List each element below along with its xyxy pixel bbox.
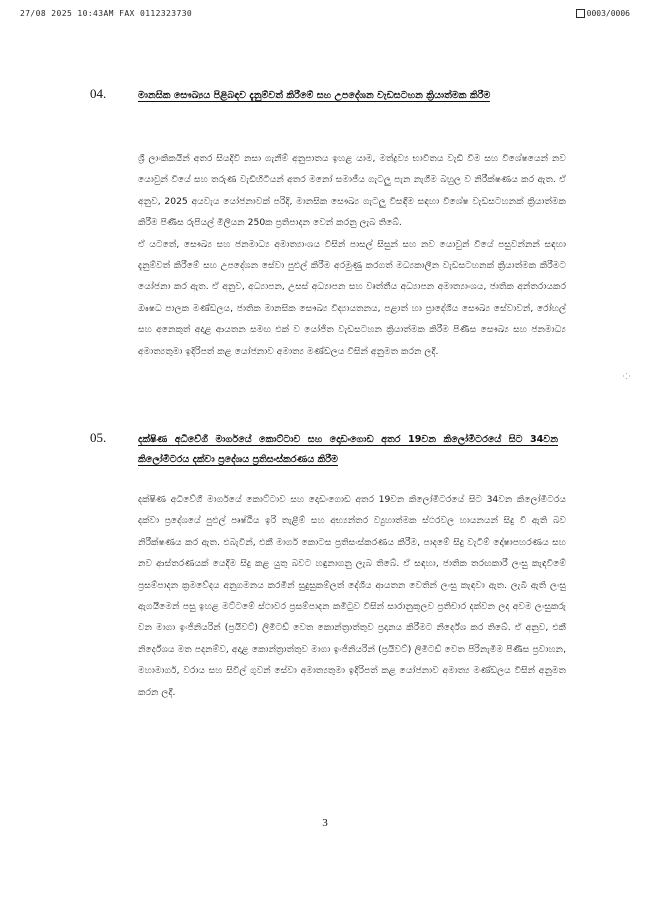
section-body [138, 489, 566, 703]
fax-page-icon [576, 9, 585, 18]
paragraph: ඒ යටතේ, සෞඛ්‍ය සහ ජනමාධ්‍ය අමාත්‍යාංශය විසින් පාසල් සිසුන් සහ නව යොවුන් වියේ පසුවන්නන් සඳහා දැනුම්වත් කිරීමේ සහ උපදේශන සේවා පුළුල් කිරීම අරමුණු කරගත් මධ්‍යකාලීන වැඩසටහනක් ක්‍රියාත්මක කිරීමට යෝජනා කර ඇත. ඒ අනුව, අධ්‍යාපන, උසස් අධ්‍යාපන සහ වෘත්තීය අධ්‍යාපන අමාත්‍යාංශය, ජාතික අන්තරායකර ඖෂධ පාලක මණ්ඩලය, ජාතික මානසික සෞඛ්‍ය විද්‍යායතනය, පළාත් හා ප්‍රාදේශීය සෞඛ්‍ය සේවාවන්, රෝහල් සහ අනෙකුත් අදාළ ආයතන සමඟ එක් ව යෝජිත වැඩසටහන ක්‍රියාත්මක කිරීම පිණිස සෞඛ්‍ය සහ ජනමාධ්‍ය අමාත්‍යතුමා ඉදිරිපත් කළ යෝජනාව අමාත්‍ය මණ්ඩලය විසින් අනුමත කරන ලදී. [138, 238, 566, 357]
section-title-text: මානසික සෞඛ්‍යය පිළිබඳව දැනුම්වත් කිරීමේ සහ උපදේශන වැඩසටහන ක්‍රියාත්මක කිරීම [138, 90, 491, 101]
fax-transmission-info: 27/08 2025 10:43AM FAX 0112323730 [20, 9, 193, 18]
paragraph: ශ්‍රී ලාංකිකයින් අතර සියදිවි නසා ගැනීම් අනුපාතය ඉහළ යාම, මත්ද්‍රව්‍ය භාවිතය වැඩි වීම සහ විශේෂයෙන් නව යොවුන් වියේ සහ තරුණ වැඩිහිටියන් අතර මනෝ සමාජීය ගැටලු පැන නැගීම බහුල ව නිරීක්ෂණය කර ඇත. ඒ අනුව, 2025 අයවැය යෝජනාවක් පරිදි, මානසික සෞඛ්‍ය ගැටලු විසඳීම සඳහා විශේෂ වැඩසටහනක් ක්‍රියාත්මක කිරීම පිණිස රුපියල් මිලියන 250ක ප්‍රතිපාදන වෙන් කරනු ලැබ තිබේ. [138, 153, 566, 229]
section-number: 05. [90, 430, 107, 445]
scan-speck-mark: · ⁚ · [622, 372, 630, 381]
section-title [138, 86, 558, 106]
section-body [138, 148, 566, 362]
section-title [138, 430, 558, 470]
fax-header [20, 9, 630, 23]
page-number: 3 [322, 817, 328, 829]
section-number: 04. [90, 86, 107, 101]
fax-page-count [576, 9, 630, 18]
paragraph: දක්ෂිණ අධිවේගී මාර්ගයේ කොට්ටාව සහ දොඩංගොඩ අතර 19වන කිලෝමීටරයේ සිට 34වන කිලෝමීටරය දක්වා ප්‍රදේශයේ පුළුල් පෘෂ්ඨීය ඉරි තැළීම් සහ අභ්‍යන්තර ව්‍යුහාත්මක ස්ථරවල හායනයන් සිදු වී ඇති බව නිරීක්ෂණය කර ඇත. එබැවින්, එකී මාර්ග කොටස ප්‍රතිසංස්කරණය කිරීම, පාදමේ සිදු වැටීම් දෝෂාපහරණය සහ නව ආස්තරණයක් යෙදීම සිදු කළ යුතු බවට හඳුනාගනු ලැබ තිබේ. ඒ සඳහා, ජාතික තරඟකාරී ලංසු කැඳවීමේ ප්‍රසම්පාදන ක්‍රමවේදය අනුගමනය කරමින් සුදුසුකම්ලත් දේශීය ආයතන වෙතින් ලංසු කැඳවා ඇත. ලැබී ඇති ලංසු ඇගයීමෙන් පසු ඉහළ මට්ටමේ ස්ථාවර ප්‍රසම්පාදන කමිටුව විසින් සාරානුකූලව ප්‍රතිචාර දක්වන ලද අවම ලංසුකරු වන මාගා ඉංජිනියරින් (ප්‍රයිවට්) ලිමිටඩ් වෙත කොන්ත්‍රාත්තුව ප්‍රදානය කිරීමට නිර්දේශ කර තිබේ. ඒ අනුව, එකී නිර්දේශය මත පදනම්ව, අදාළ කොන්ත්‍රාත්තුව මාගා ඉංජිනියරින් (ප්‍රයිවට්) ලිමිටඩ් වෙත පිරිනැමීම පිණිස ප්‍රවාහන, මහාමාර්ග, වරාය සහ සිවිල් ගුවන් සේවා අමාත්‍යතුමා ඉදිරිපත් කළ යෝජනාව අමාත්‍ය මණ්ඩලය විසින් අනුමත කරන ලදී. [138, 494, 566, 698]
fax-page-count-text: 0003/0006 [586, 9, 630, 18]
section-title-text: දක්ෂිණ අධිවේගී මාර්ගයේ කොට්ටාව සහ දොඩංගොඩ අතර 19වන කිලෝමීටරයේ සිට 34වන කිලෝමීටරය දක්වා ප්‍රදේශය ප්‍රතිසංස්කරණය කිරීම [138, 434, 558, 465]
